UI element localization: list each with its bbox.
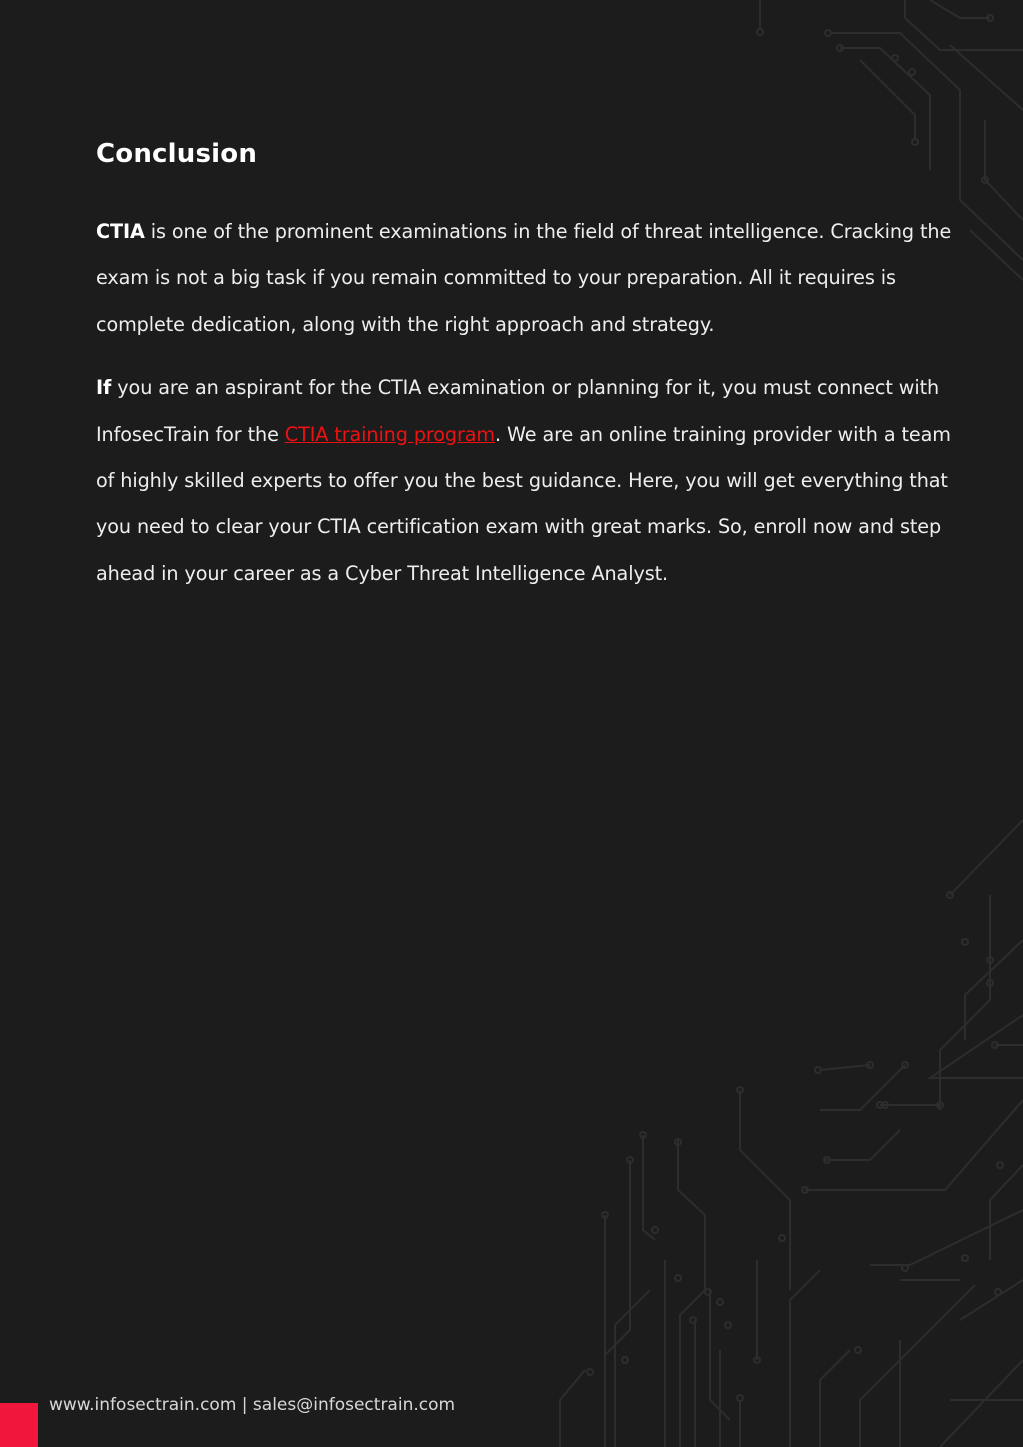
footer-accent-bar (0, 1403, 38, 1447)
paragraph-cta-text-after: . We are an online training provider with a team of highly skilled experts to offer you the best guidance. Here, you will get everything that you need to clear your CTIA certification exam with great marks. So, enroll now and step ahead in your career as a Cyber Threat Intelligence Analyst. (96, 422, 951, 585)
paragraph-call-to-action (96, 365, 956, 597)
section-heading: Conclusion (96, 139, 258, 169)
paragraph-intro (96, 209, 956, 348)
bold-lead-if: If (96, 376, 112, 400)
ctia-training-program-link[interactable]: CTIA training program (284, 422, 496, 446)
circuit-pattern-bottom-right (560, 820, 1023, 1447)
bold-lead-ctia: CTIA (96, 220, 145, 243)
paragraph-cta-text-before: you are an aspirant for the CTIA examination or planning for it, you must connect with InfosecTrain for the (96, 376, 940, 446)
main-content (96, 132, 956, 614)
footer-contact: www.infosectrain.com | sales@infosectrain.com (49, 1395, 456, 1415)
paragraph-intro-text: is one of the prominent examinations in the field of threat intelligence. Cracking the exam is not a big task if you remain committed to your preparation. All it requires is complete dedication, along with the right approach and strategy. (96, 220, 952, 336)
